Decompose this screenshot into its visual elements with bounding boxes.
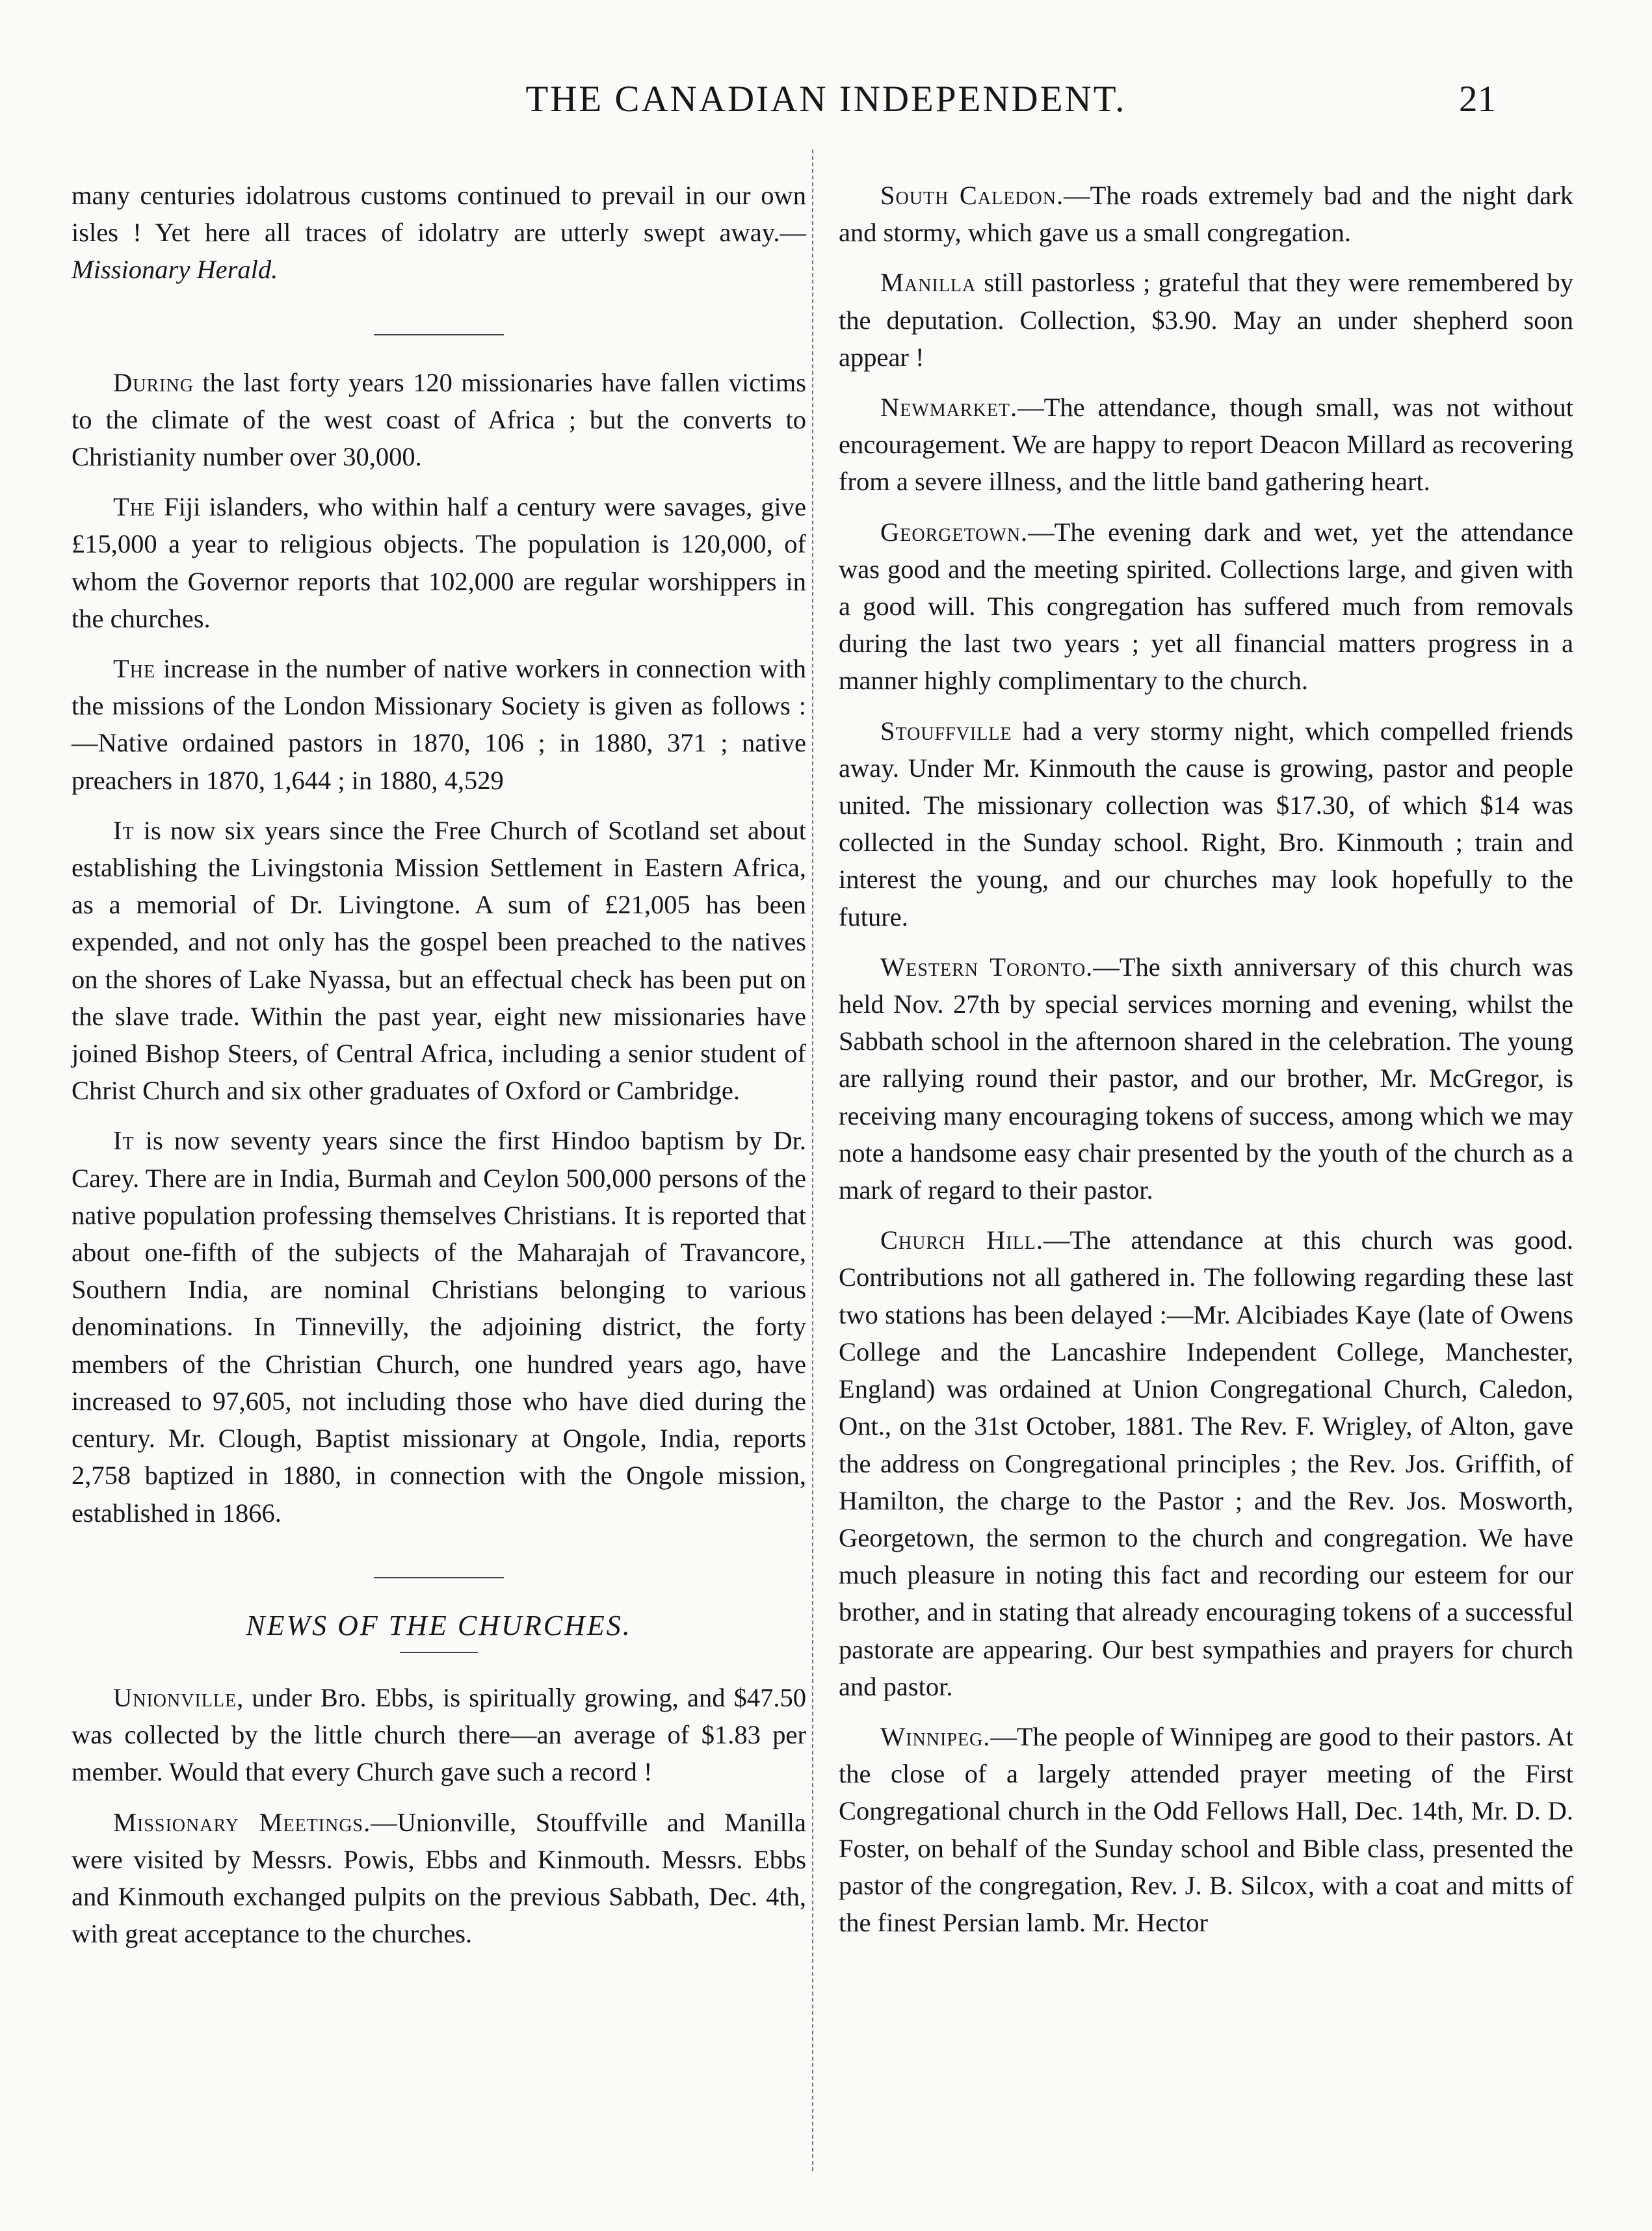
paragraph — [839, 264, 1573, 376]
paragraph-text: —The roads extremely bad and the night dark and stormy, which gave us a small congregation. — [839, 181, 1573, 248]
paragraph — [72, 1679, 806, 1791]
paragraph-text: —Unionville, Stouffville and Manilla were visited by Messrs. Powis, Ebbs and Kinmouth. Messrs. Ebbs and Kinmouth exchanged pulpits on the previous Sabbath, Dec. 4th, with great acceptance to the churches. — [72, 1807, 806, 1949]
paragraph-text: had a very stormy night, which compelled friends away. Under Mr. Kinmouth the cause is growing, pastor and people united. The missionary collection was $17.30, of which $14 was collected in the Sunday school. Right, Bro. Kinmouth ; train and interest the young, and our churches may look hopefully to the future. — [839, 716, 1573, 932]
paragraph — [839, 389, 1573, 501]
lead-word: Church Hill. — [880, 1225, 1043, 1255]
lead-word: Unionville — [113, 1682, 237, 1712]
paragraph-text: —The attendance at this church was good. Contributions not all gathered in. The following regarding these last two stations has been delayed :—Mr. Alcibiades Kaye (late of Owens College and the Lancashire Independent College, Manchester, England) was ordained at Union Congregational Church, Caledon, Ont., on the 31st October, 1881. The Rev. F. Wrigley, of Alton, gave the address on Congregational principles ; the Rev. Jos. Griffith, of Hamilton, the charge to the Pastor ; and the Rev. Jos. Mosworth, Georgetown, the sermon to the church and congregation. We have much pleasure in noting this fact and recording our esteem for our brother, and in stating that already encouraging tokens of a successful pastorate are appearing. Our best sympathies and prayers for church and pastor. — [839, 1225, 1574, 1701]
paragraph-text: the last forty years 120 missionaries have fallen victims to the climate of the west coast of Africa ; but the converts to Christianity number over 30,000. — [72, 367, 806, 472]
lead-word: It — [113, 1126, 135, 1156]
paragraph-text: —The sixth anniversary of this church was held Nov. 27th by special services morning and evening, whilst the Sabbath school in the afternoon shared in the celebration. The young are rallying round their pastor, and our brother, Mr. McGregor, is receiving many encouraging tokens of success, among which we may note a handsome easy chair presented by the youth of the church as a mark of regard to their pastor. — [839, 952, 1573, 1205]
lead-word: During — [113, 367, 194, 397]
page-header — [0, 77, 1652, 129]
paragraph-text: is now seventy years since the first Hindoo baptism by Dr. Carey. There are in India, Burmah and Ceylon 500,000 persons of the native population professing themselves Christians. It is reported that about one-fifth of the subjects of the Maharajah of Travancore, Southern India, are nominal Christians belonging to various denominations. In Tinnevilly, the adjoining district, the forty members of the Christian Church, one hundred years ago, have increased to 97,605, not including those who have died during the century. Mr. Clough, Baptist missionary at Ongole, India, reports 2,758 baptized in 1880, in connection with the Ongole mission, established in 1866. — [72, 1126, 806, 1528]
paragraph-text: Fiji islanders, who within half a century were savages, give £15,000 a year to religious objects. The population is 120,000, of whom the Governor reports that 102,000 are regular worshippers in the churches. — [72, 492, 806, 633]
paragraph — [839, 948, 1573, 1208]
lead-word: It — [113, 815, 135, 845]
lead-word: Georgetown. — [880, 517, 1029, 547]
page-number: 21 — [1459, 79, 1496, 120]
paragraph — [839, 177, 1573, 251]
lead-word: South Caledon. — [880, 181, 1064, 210]
column-divider — [812, 150, 813, 2171]
section-title-rule — [400, 1652, 478, 1653]
paragraph — [72, 1122, 806, 1531]
section-rule — [374, 1577, 504, 1578]
lead-word: The — [113, 492, 156, 522]
paragraph — [839, 712, 1573, 935]
paragraph — [72, 488, 806, 637]
paragraph — [72, 364, 806, 476]
paragraph-text: , under Bro. Ebbs, is spiritually growing, and $47.50 was collected by the little church there—an average of $1.83 per member. Would that every Church gave such a record ! — [72, 1682, 806, 1787]
paragraph-text: increase in the number of native workers in connection with the missions of the London Missionary Society is given as follows :—Native ordained pastors in 1870, 106 ; in 1880, 371 ; native preachers in 1870, 1,644 ; in 1880, 4,529 — [72, 654, 806, 795]
paragraph-text: still pastorless ; grateful that they were remembered by the deputation. Collection, $3.90. May an under shepherd soon appear ! — [839, 268, 1573, 372]
section-rule — [374, 334, 504, 335]
lead-word: Stouffville — [880, 716, 1012, 746]
lead-word: Manilla — [880, 268, 977, 298]
paragraph-text: —The people of Winnipeg are good to their pastors. At the close of a largely attended prayer meeting of the First Congregational church in the Odd Fellows Hall, Dec. 14th, Mr. D. D. Foster, on behalf of the Sunday school and Bible class, presented the pastor of the congregation, Rev. J. B. Silcox, with a coat and mitts of the finest Persian lamb. Mr. Hector — [839, 1721, 1573, 1937]
lead-word: Missionary Meetings. — [113, 1807, 371, 1837]
section-title: NEWS OF THE CHURCHES. — [246, 1609, 632, 1641]
paragraph — [839, 514, 1573, 699]
paragraph-text: —The evening dark and wet, yet the attendance was good and the meeting spirited. Collections large, and given with a good will. This congregation has suffered much from removals during the last two years ; yet all financial matters progress in a manner highly complimentary to the church. — [839, 517, 1573, 696]
paragraph — [839, 1221, 1573, 1705]
paragraph — [839, 1718, 1573, 1941]
right-column — [839, 177, 1573, 1954]
lead-word: Winnipeg. — [880, 1721, 991, 1751]
paragraph-text: is now six years since the Free Church of Scotland set about establishing the Livingstonia Mission Settlement in Eastern Africa, as a memorial of Dr. Livingtone. A sum of £21,005 has been expended, and not only has the gospel been preached to the natives on the shores of Lake Nyassa, but an effectual check has been put on the slave trade. Within the past year, eight new missionaries have joined Bishop Steers, of Central Africa, including a senior student of Christ Church and six other graduates of Oxford or Cambridge. — [72, 815, 806, 1106]
paragraph-text: —The attendance, though small, was not without encouragement. We are happy to report Deacon Millard as recovering from a severe illness, and the little band gathering heart. — [839, 393, 1573, 497]
lead-word: Western Toronto. — [880, 952, 1094, 982]
lead-word: The — [113, 654, 156, 684]
running-head: THE CANADIAN INDEPENDENT. — [525, 79, 1127, 120]
paragraph — [72, 650, 806, 799]
paragraph — [72, 177, 806, 289]
paragraph-text: many centuries idolatrous customs continued to prevail in our own isles ! Yet here all traces of idolatry are utterly swept away.— — [72, 181, 806, 248]
left-column — [72, 177, 806, 1965]
paragraph — [72, 1804, 806, 1953]
source-attribution: Missionary Herald. — [72, 255, 278, 285]
lead-word: Newmarket. — [880, 393, 1018, 423]
paragraph — [72, 812, 806, 1110]
